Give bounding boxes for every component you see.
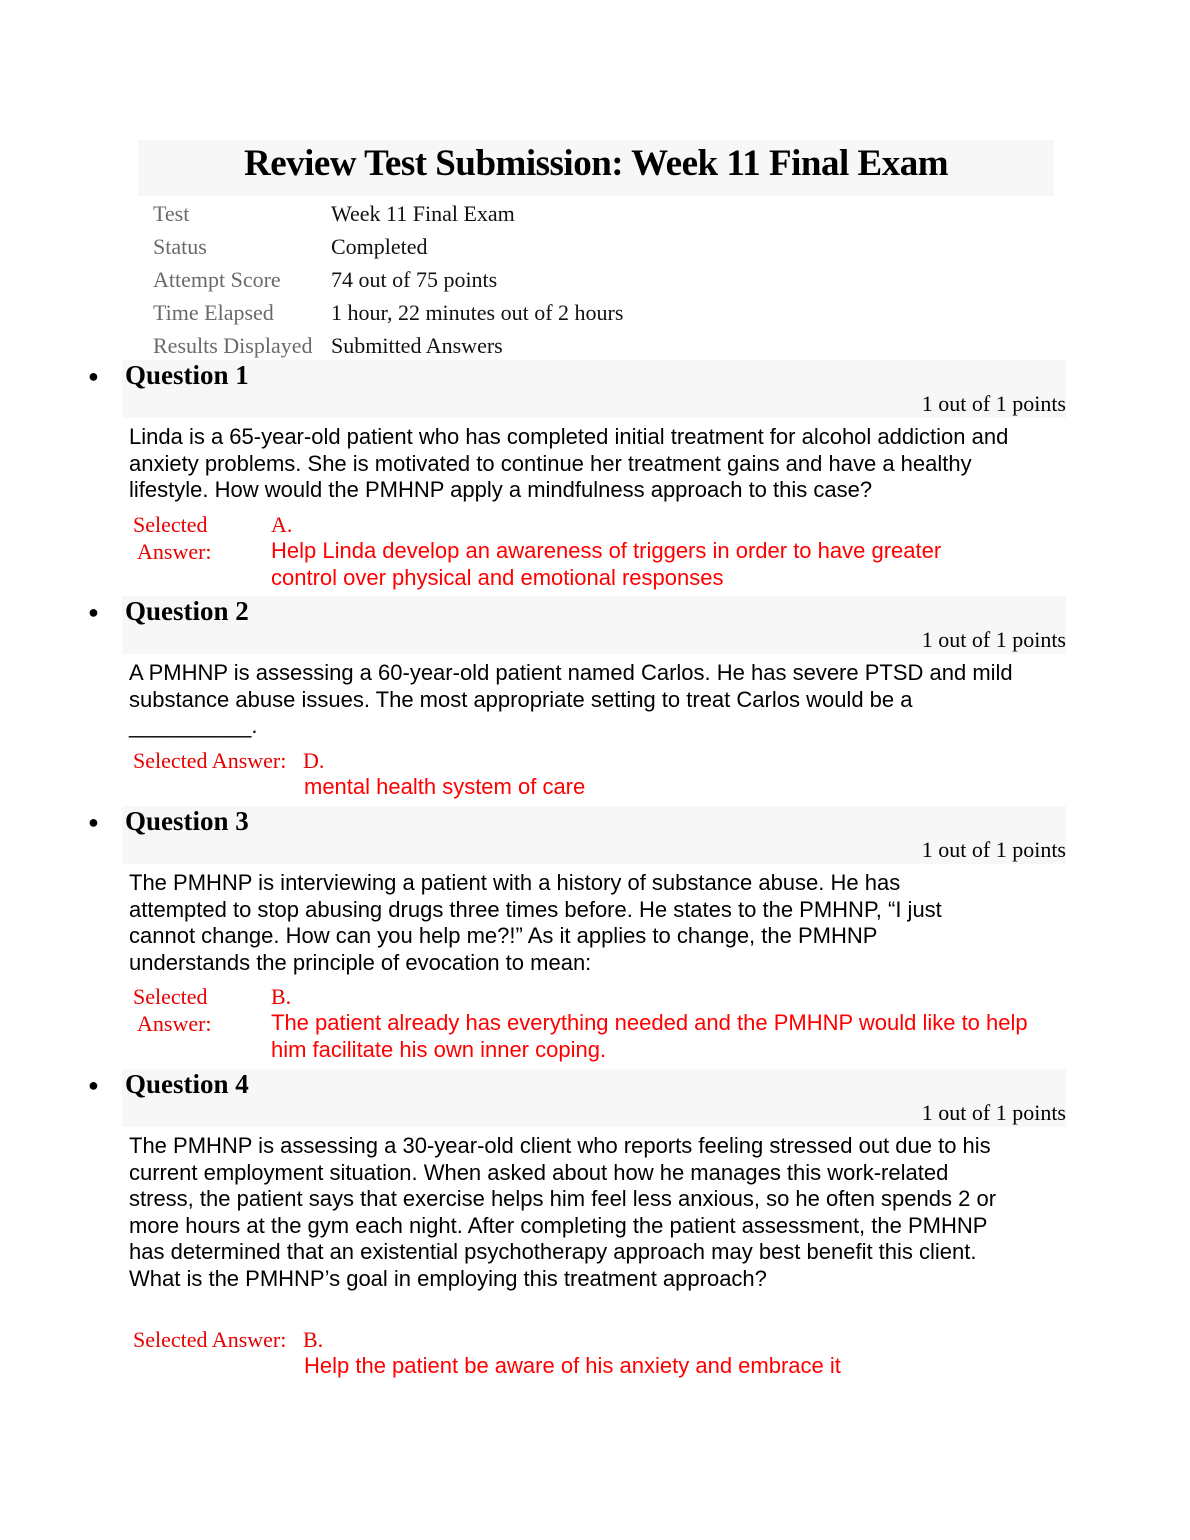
selected-answer-label: Selected Answer: [133,748,287,773]
meta-row-results-displayed [153,329,623,362]
meta-value: 1 hour, 22 minutes out of 2 hours [331,299,624,325]
answer-letter: B. [271,984,292,1009]
selected-label: Selected [133,984,208,1009]
question-text: The PMHNP is interviewing a patient with a history of substance abuse. He has attempted to stop abusing drugs three times before. He states to the PMHNP, “I just cannot change. How can you help me?!” As it applies to change, the PMHNP understands the principle of evocation to mean: [129,870,942,975]
meta-label: Attempt Score [153,266,281,292]
meta-value: Week 11 Final Exam [331,201,515,227]
meta-label: Test [153,201,190,227]
meta-row-test [153,198,623,231]
bullet-icon: ● [88,602,99,622]
question-text: The PMHNP is assessing a 30-year-old client who reports feeling stressed out due to his current employment situation. When asked about how he manages this work-related stress, the patient says that exercise helps him feel less anxious, so he often spends 2 or more hours at the gym each night. After completing the patient assessment, the PMHNP has determined that an existential psychotherapy approach may best benefit this client. What is the PMHNP’s goal in employing this treatment approach? [129,1133,997,1291]
question-text: A PMHNP is assessing a 60-year-old patient named Carlos. He has severe PTSD and mild substance abuse issues. The most appropriate setting to treat Carlos would be a __________. [129,660,1013,739]
selected-answer: Help the patient be aware of his anxiety and embrace it [304,1353,841,1378]
question-title: Question 2 [125,596,249,626]
meta-value: Completed [331,234,428,260]
question-points: 1 out of 1 points [921,391,1066,416]
question-text: Linda is a 65-year-old patient who has completed initial treatment for alcohol addiction and anxiety problems. She is motivated to continue her treatment gains and have a healthy lifestyle. How would the PMHNP apply a mindfulness approach to this case? [129,424,1009,503]
meta-label: Status [153,234,207,260]
answer-letter: B. [303,1327,324,1352]
meta-label: Time Elapsed [153,299,274,325]
answer-label: Answer: [137,539,212,564]
submission-details-table [153,198,623,362]
bullet-icon: ● [88,366,99,386]
meta-row-status [153,231,623,264]
selected-answer: mental health system of care [304,774,586,799]
question-points: 1 out of 1 points [921,627,1066,652]
bullet-icon: ● [88,1075,99,1095]
meta-value: Submitted Answers [331,332,503,358]
question-title: Question 3 [125,806,249,836]
question-title: Question 1 [125,360,249,390]
answer-label: Answer: [137,1011,212,1036]
meta-row-time-elapsed [153,296,623,329]
selected-answer: Help Linda develop an awareness of triggers in order to have greater control over physical and emotional responses [271,538,942,590]
question-title: Question 4 [125,1069,249,1099]
bullet-icon: ● [88,812,99,832]
selected-answer: The patient already has everything needed and the PMHNP would like to help him facilitate his own inner coping. [271,1010,1028,1062]
selected-answer-label: Selected Answer: [133,1327,287,1352]
meta-row-attempt-score [153,264,623,297]
question-points: 1 out of 1 points [921,1100,1066,1125]
meta-value: 74 out of 75 points [331,266,498,292]
selected-label: Selected [133,512,208,537]
answer-letter: D. [303,748,325,773]
title-bar [138,140,1054,196]
meta-label: Results Displayed [153,332,313,358]
question-points: 1 out of 1 points [921,837,1066,862]
answer-letter: A. [271,512,293,537]
page-title: Review Test Submission: Week 11 Final Exam [243,143,949,184]
